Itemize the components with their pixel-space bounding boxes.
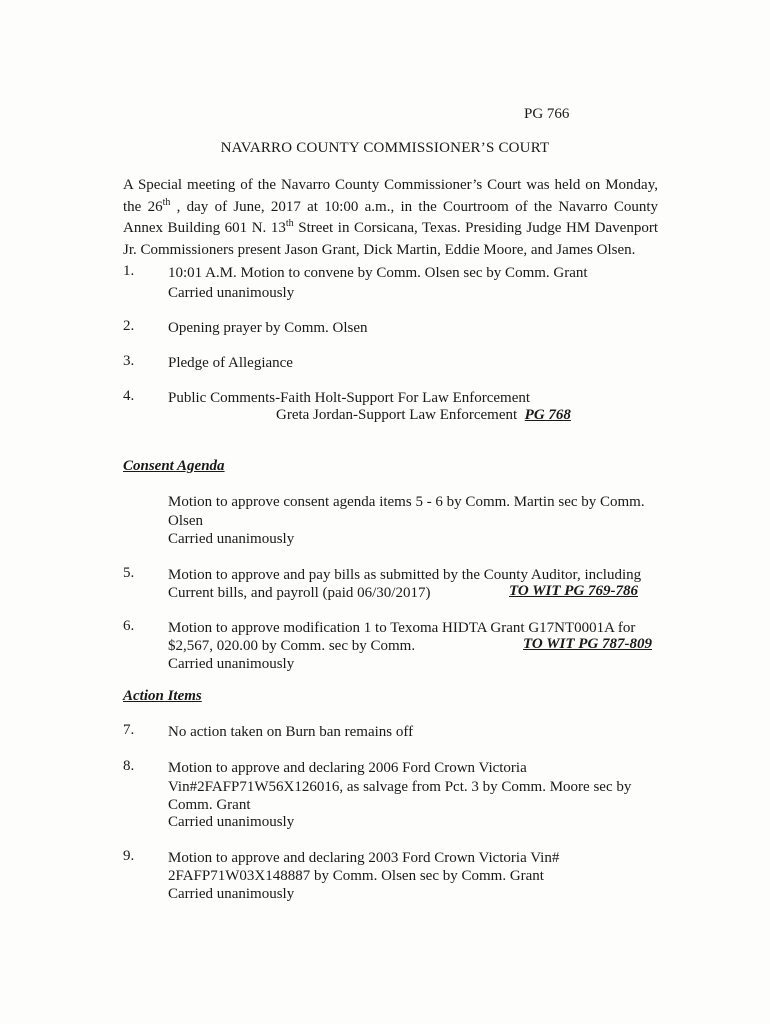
item-number: 8. — [123, 758, 135, 774]
item-sub-line — [276, 407, 571, 424]
item-number: 2. — [123, 318, 135, 334]
document-title: NAVARRO COUNTY COMMISSIONER’S COURT — [220, 140, 550, 156]
item-number: 9. — [123, 848, 135, 864]
section-heading-consent-agenda: Consent Agenda — [123, 458, 225, 474]
section-heading-action-items: Action Items — [123, 688, 202, 704]
item-number: 5. — [123, 565, 135, 581]
consent-motion-line: Olsen — [168, 513, 203, 529]
consent-motion-line: Motion to approve consent agenda items 5 - 6 by Comm. Martin sec by Comm. — [168, 494, 645, 510]
page-reference: TO WIT PG 769-786 — [509, 583, 639, 599]
item-line: Current bills, and payroll (paid 06/30/2017) — [168, 585, 431, 601]
intro-text-3: Street in Corsicana, Texas. Presiding Judge HM Davenport Jr. Commissioners present Jason Grant, Dick Martin, Eddie Moore, and James Olsen. — [123, 220, 658, 258]
item-line: Public Comments-Faith Holt-Support For Law Enforcement — [168, 390, 531, 406]
item-line: No action taken on Burn ban remains off — [168, 724, 414, 740]
item-line: Carried unanimously — [168, 886, 295, 902]
item-line: 2FAFP71W03X148887 by Comm. Olsen sec by Comm. Grant — [168, 868, 544, 884]
intro-sup-2: th — [285, 218, 294, 229]
item-line: Motion to approve and pay bills as submitted by the County Auditor, including — [168, 567, 642, 583]
intro-paragraph — [123, 175, 658, 261]
item-line: Motion to approve modification 1 to Texoma HIDTA Grant G17NT0001A for — [168, 620, 636, 636]
item-number: 4. — [123, 388, 135, 404]
item-line: Vin#2FAFP71W56X126016, as salvage from Pct. 3 by Comm. Moore sec by — [168, 779, 632, 795]
item-line: Pledge of Allegiance — [168, 355, 293, 371]
item-line: Carried unanimously — [168, 814, 295, 830]
consent-motion-line: Carried unanimously — [168, 531, 295, 547]
page-reference: PG 768 — [524, 407, 571, 423]
intro-text-2: , day of June, 2017 at 10:00 a.m., in the Courtroom of the Navarro County Annex Building 601 N. 13 — [123, 198, 658, 236]
item-number: 3. — [123, 353, 135, 369]
item-line: $2,567, 020.00 by Comm. sec by Comm. — [168, 638, 416, 654]
item-line: 10:01 A.M. Motion to convene by Comm. Olsen sec by Comm. Grant — [168, 265, 588, 281]
item-line: Motion to approve and declaring 2003 Ford Crown Victoria Vin# — [168, 850, 560, 866]
item-sub-text: Greta Jordan-Support Law Enforcement — [276, 407, 518, 423]
intro-sup-1: th — [162, 196, 171, 208]
page-label: PG 766 — [524, 106, 570, 122]
page-reference: TO WIT PG 787-809 — [523, 636, 653, 652]
item-number: 6. — [123, 618, 135, 634]
intro-text-1: A Special meeting of the Navarro County Commissioner’s Court was held on Monday, the 26 — [123, 177, 658, 215]
item-number: 1. — [123, 263, 135, 279]
item-line: Carried unanimously — [168, 285, 295, 301]
item-line: Motion to approve and declaring 2006 Ford Crown Victoria — [168, 760, 527, 776]
item-number: 7. — [123, 722, 135, 738]
item-line: Opening prayer by Comm. Olsen — [168, 320, 368, 336]
item-line: Comm. Grant — [168, 797, 251, 813]
item-line: Carried unanimously — [168, 656, 295, 672]
